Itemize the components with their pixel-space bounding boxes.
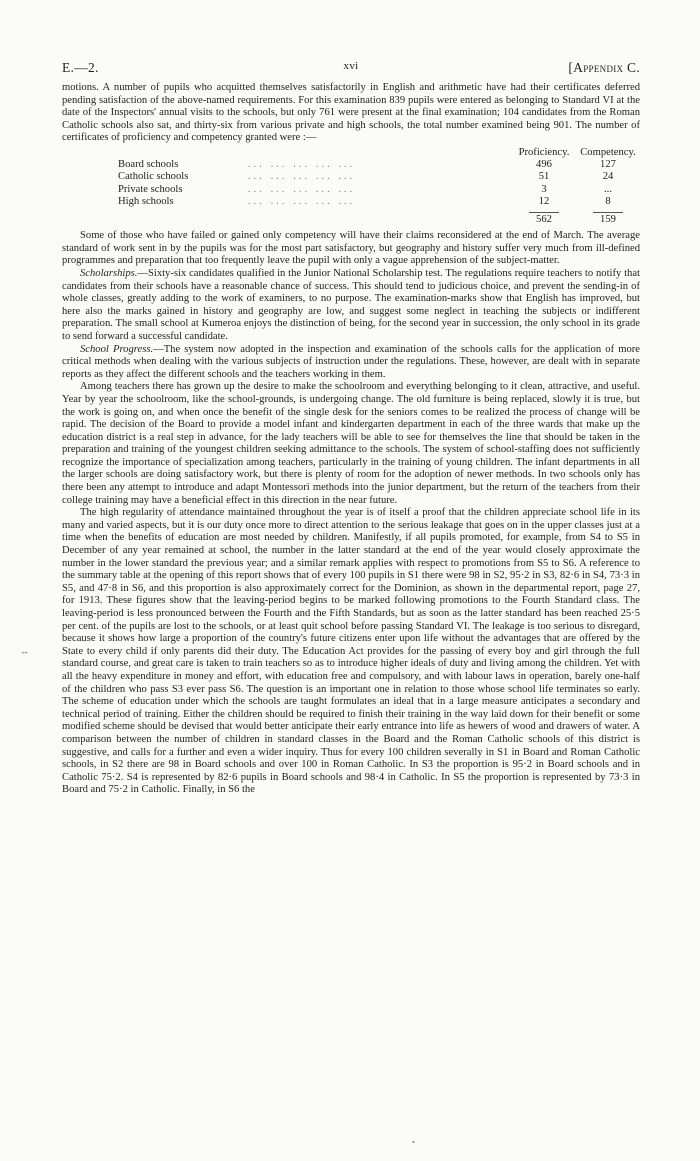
paragraph-competency: Some of those who have failed or gained only competency will have their claims reconsidered at the end of March. The average standard of work sent in by the pupils was for the most part satisfactory, but geography and history suffer very much from ill-defined programmes and preparation that too frequently leave the pupil with only a vague apprehension of the subject-matter.	[62, 230, 640, 267]
competency-value: ...	[604, 183, 612, 195]
paragraph-certificates: motions. A number of pupils who acquitted themselves satisfactorily in English and arithmetic have had their certificates deferred pending satisfaction of the above-named requirements. For this examination 839 pupils were entered as belonging to Standard VI at the date of the Inspectors' annual visits to the schools, but only 761 were present at the final examination; 104 candidates from the Roman Catholic schools also sat, and thirty-six from various private and high schools, the total number examined being 901. The number of certificates of proficiency and competency granted were :—	[62, 82, 640, 144]
leader-dots: ... ... ... ... ...	[248, 183, 356, 195]
table-row	[62, 159, 640, 171]
leader-dots: ... ... ... ... ...	[248, 159, 356, 171]
sum-rule	[593, 212, 623, 213]
table-row	[62, 196, 640, 208]
table-total-row	[62, 208, 640, 226]
section-heading-school-progress: School Progress.	[80, 343, 154, 355]
proficiency-value: 51	[538, 171, 550, 183]
certificates-table	[62, 147, 640, 226]
proficiency-value: 12	[538, 195, 550, 207]
proficiency-value: 496	[536, 159, 552, 171]
page-header	[62, 60, 640, 82]
header-proficiency: Proficiency.	[518, 146, 570, 158]
header-competency: Competency.	[580, 146, 636, 158]
paragraph-scholarships: Scholarships.—Sixty-six candidates qualified in the Junior National Scholarship test. The regulations require teachers to notify that candidates from their schools have a reasonable chance of success. This should tend to judicious choice, and prevent the sending-in of whole classes, greatly adding to the work of examiners, to no purpose. The examination-marks show that English has improved, but here also the marks gained in history and geography are low, and suggest some neglect in teaching the subjects or indifferent preparation. The small school at Kumeroa enjoys the distinction of being, for the second year in succession, the only school in its grade to send forward a successful candidate.	[62, 267, 640, 342]
total-competency: 159	[600, 213, 616, 225]
leader-dots: ... ... ... ... ...	[248, 195, 356, 207]
page-speck: •	[412, 1138, 415, 1147]
competency-value: 8	[605, 195, 611, 207]
paragraph-teachers: Among teachers there has grown up the desire to make the schoolroom and everything belonging to it clean, attractive, and useful. Year by year the schoolroom, like the school-grounds, is undergoing change. The old furniture is being replaced, slowly it is true, but the work is going on, and when once the benefit of the single desk for the seniors comes to be realized the process of change will be rapid. The decision of the Board to provide a model infant and kindergarten department in each of the three wards that make up the education district is a real step in advance, for the lady teachers will be able to see for themselves the line that should be taken in the preparation and training of the youngest children seeking admittance to the schools. The system of school-staffing does not sufficiently recognize the importance of specialization among teachers, particularly in the training of young children. The infant departments in all the larger schools are doing satisfactory work, but there is plenty of room for the adoption of newer methods. In two schools only has there been any attempt to introduce and adapt Montessori methods into the junior department, but the return of the teachers from their college training may have a beneficial effect in this direction in the near future.	[62, 381, 640, 506]
page-number: xvi	[343, 60, 359, 72]
row-label: Private schools	[118, 183, 183, 195]
header-ref: E.—2.	[62, 60, 99, 75]
paragraph-school-progress: School Progress.—The system now adopted in the inspection and examination of the schools calls for the application of more critical methods when dealing with the various subjects of instruction under the regulations. These, however, are dealt with in separate reports as they affect the different schools and the teachers working in them.	[62, 343, 640, 380]
table-header-row	[62, 147, 640, 159]
competency-value: 127	[600, 159, 616, 171]
paragraph-attendance: The high regularity of attendance maintained throughout the year is of itself a proof that the children appreciate school life in its many and varied aspects, but it is our duty once more to direct attention to the serious leakage that goes on in the upper classes just at a time when the benefits of education are most needed by children. Manifestly, if all pupils promoted, for example, from S4 to S5 in December of any year remained at school, the number in the latter standard at the end of the year would closely approximate the number in the lower standard the previous year; and a similar remark applies with respect to promotions from S5 to S6. A reference to the summary table at the opening of this report shows that of every 100 pupils in S1 there were 98 in S2, 95·2 in S3, 82·6 in S4, 73·3 in S5, and 47·8 in S6, and this proportion is also approximately correct for the Dominion, as shown in the departmental report, page 27, for 1913. These figures show that the leaving-period begins to be marked following promotions to the Fourth Standard class. The leaving-period is less pronounced between the Fourth and the Fifth Standards, but as soon as the latter standard has been reached 25·5 per cent. of the pupils are lost to the schools, or at least quit school before passing Standard VI. The leakage is too serious to disregard, because it shows how large a proportion of the country's future citizens enter upon life without the advantages that are offered by the State to every child if only parents did their duty. The Education Act provides for the passing of every boy and girl through the full standard course, and great care is taken to train teachers so as to introduce higher ideals of duty and living among the children. Yet with all the heavy expenditure in money and effort, with education free and compulsory, and with labour laws in operation, barely one-half of the children who pass S3 ever pass S6. The question is an important one in relation to those whose school life terminates so early. The scheme of education under which the schools are taught formulates an ideal that in a large measure anticipates a secondary and technical period of training. Either the children should be required to finish their training in the way laid down for their benefit or some modified scheme should be devised that would better anticipate their early entrance into life as hewers of wood and drawers of water. A comparison between the number of children in standard classes in the Board and the Roman Catholic schools of this district is suggestive, and calls for a further and even a wider inquiry. Thus for every 100 children severally in S1 in Board and Roman Catholic schools, in S2 there are 98 in Board schools and over 100 in Roman Catholic. In S3 the proportion is 95·2 in Board schools and in Catholic 75·2. S4 is represented by 82·6 pupils in Board schools and 98·4 in Catholic. In S5 the proportion is represented by 73·3 in Board and 75·2 in Catholic. Finally, in S6 the	[62, 507, 640, 796]
row-label: Catholic schools	[118, 171, 189, 183]
row-label: Board schools	[118, 159, 179, 171]
proficiency-value: 3	[541, 183, 547, 195]
header-appendix: [Appendix C.	[568, 60, 640, 75]
competency-value: 24	[602, 171, 614, 183]
sum-rule	[529, 212, 559, 213]
table-row	[62, 171, 640, 183]
table-row	[62, 184, 640, 196]
leader-dots: ... ... ... ... ...	[248, 171, 356, 183]
margin-mark: ↔	[20, 646, 29, 656]
section-heading-scholarships: Scholarships.	[80, 267, 138, 279]
document-page	[62, 60, 640, 797]
total-proficiency: 562	[536, 213, 552, 225]
row-label: High schools	[118, 195, 174, 207]
